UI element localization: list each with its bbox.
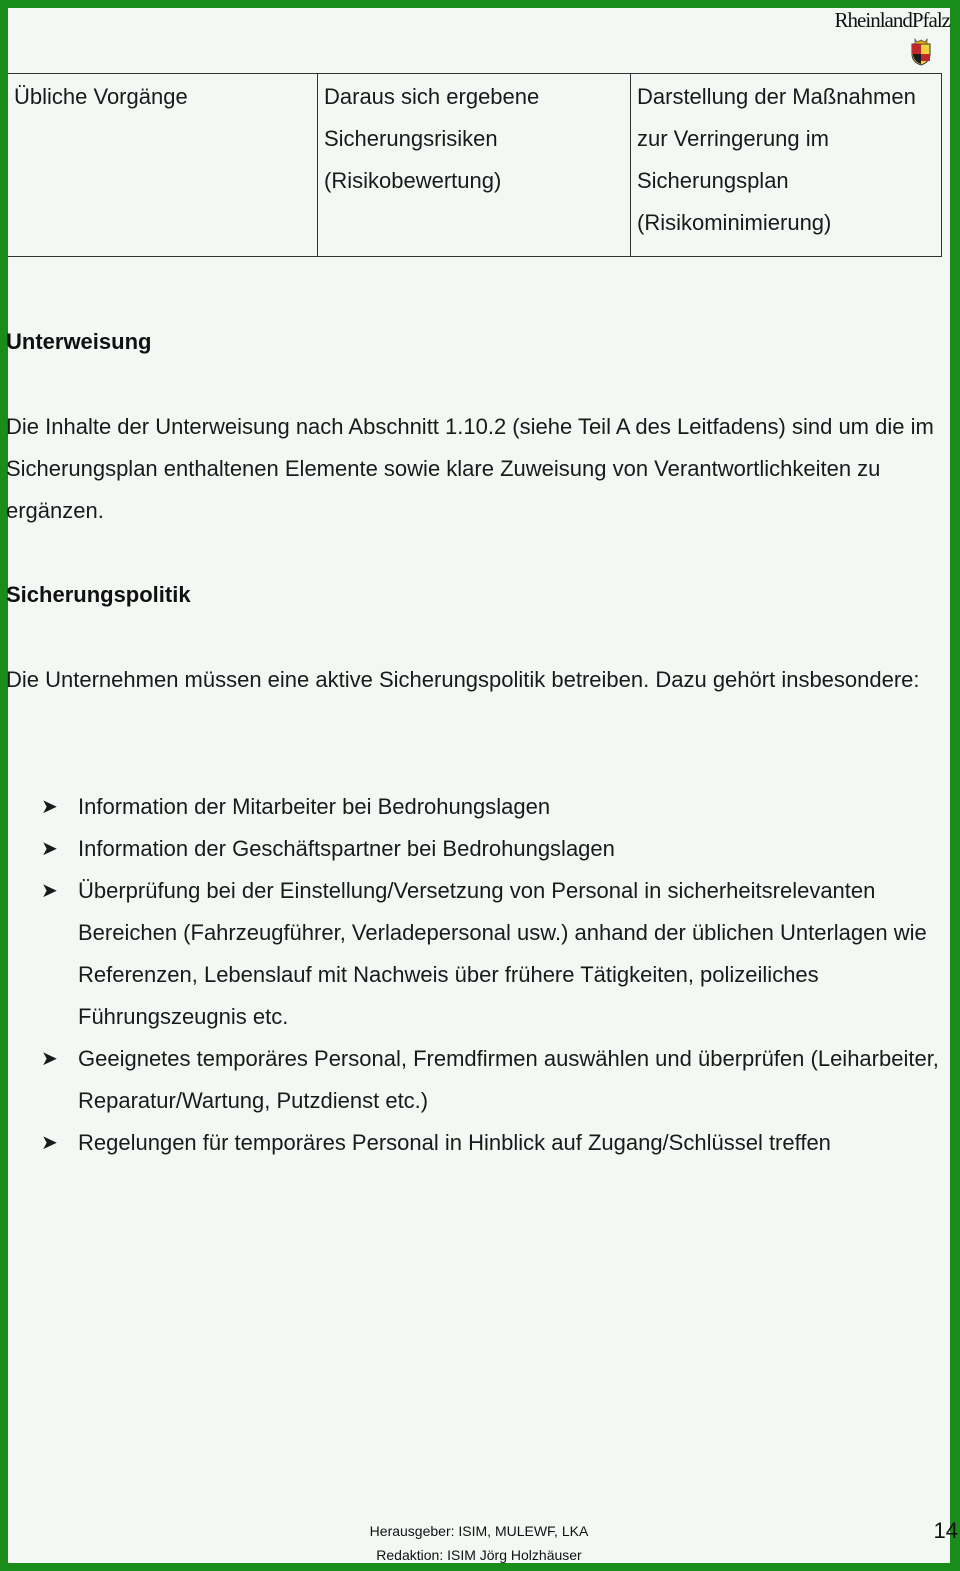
coat-of-arms-icon bbox=[910, 38, 932, 66]
arrowhead-bullet-icon: ➤ bbox=[41, 880, 58, 902]
footer-publisher: Herausgeber: ISIM, MULEWF, LKA bbox=[369, 1523, 589, 1539]
list-item-text: Information der Mitarbeiter bei Bedrohungslagen bbox=[78, 794, 551, 819]
list-item bbox=[8, 828, 958, 870]
list-item bbox=[8, 1122, 958, 1164]
footer-editor: Redaktion: ISIM Jörg Holzhäuser bbox=[376, 1547, 582, 1563]
list-item bbox=[8, 870, 958, 1038]
section-text-sicherungspolitik: Die Unternehmen müssen eine aktive Sicherungspolitik betreiben. Dazu gehört insbesondere: bbox=[6, 667, 920, 692]
arrowhead-bullet-icon: ➤ bbox=[41, 796, 58, 818]
arrowhead-bullet-icon: ➤ bbox=[41, 838, 58, 860]
table-cell-risks: Daraus sich ergebene Sicherungsrisiken (Risikobewertung) bbox=[318, 74, 631, 257]
page-number: 14 bbox=[933, 1518, 958, 1543]
risk-table bbox=[8, 73, 942, 257]
logo-text: RheinlandPfalz bbox=[834, 8, 950, 32]
document-page bbox=[6, 8, 958, 1563]
list-item-text: Geeignetes temporäres Personal, Fremdfirmen auswählen und überprüfen (Leiharbeiter, Reparatur/Wartung, Putzdienst etc.) bbox=[78, 1046, 939, 1113]
section-text-unterweisung: Die Inhalte der Unterweisung nach Abschnitt 1.10.2 (siehe Teil A des Leitfadens) sind um die im Sicherungsplan enthaltenen Elemente sowie klare Zuweisung von Verantwortlichkeiten zu ergänzen. bbox=[6, 414, 934, 523]
arrowhead-bullet-icon: ➤ bbox=[41, 1048, 58, 1070]
table-cell-measures: Darstellung der Maßnahmen zur Verringerung im Sicherungsplan (Risikominimierung) bbox=[631, 74, 942, 257]
list-item-text: Information der Geschäftspartner bei Bedrohungslagen bbox=[78, 836, 615, 861]
section-heading-unterweisung: Unterweisung bbox=[6, 329, 152, 354]
section-heading-sicherungspolitik: Sicherungspolitik bbox=[6, 582, 191, 607]
list-item bbox=[8, 786, 958, 828]
list-item-text: Regelungen für temporäres Personal in Hinblick auf Zugang/Schlüssel treffen bbox=[78, 1130, 831, 1155]
arrowhead-bullet-icon: ➤ bbox=[41, 1132, 58, 1154]
bullet-list bbox=[8, 786, 958, 1164]
table-row bbox=[8, 74, 942, 257]
table-cell-processes: Übliche Vorgänge bbox=[8, 74, 318, 257]
list-item bbox=[8, 1038, 958, 1122]
list-item-text: Überprüfung bei der Einstellung/Versetzung von Personal in sicherheitsrelevanten Bereichen (Fahrzeugführer, Verladepersonal usw.) anhand der üblichen Unterlagen wie Referenzen, Lebenslauf mit Nachweis über frühere Tätigkeiten, polizeiliches Führungszeugnis etc. bbox=[78, 878, 927, 1029]
header-logo bbox=[820, 8, 950, 72]
